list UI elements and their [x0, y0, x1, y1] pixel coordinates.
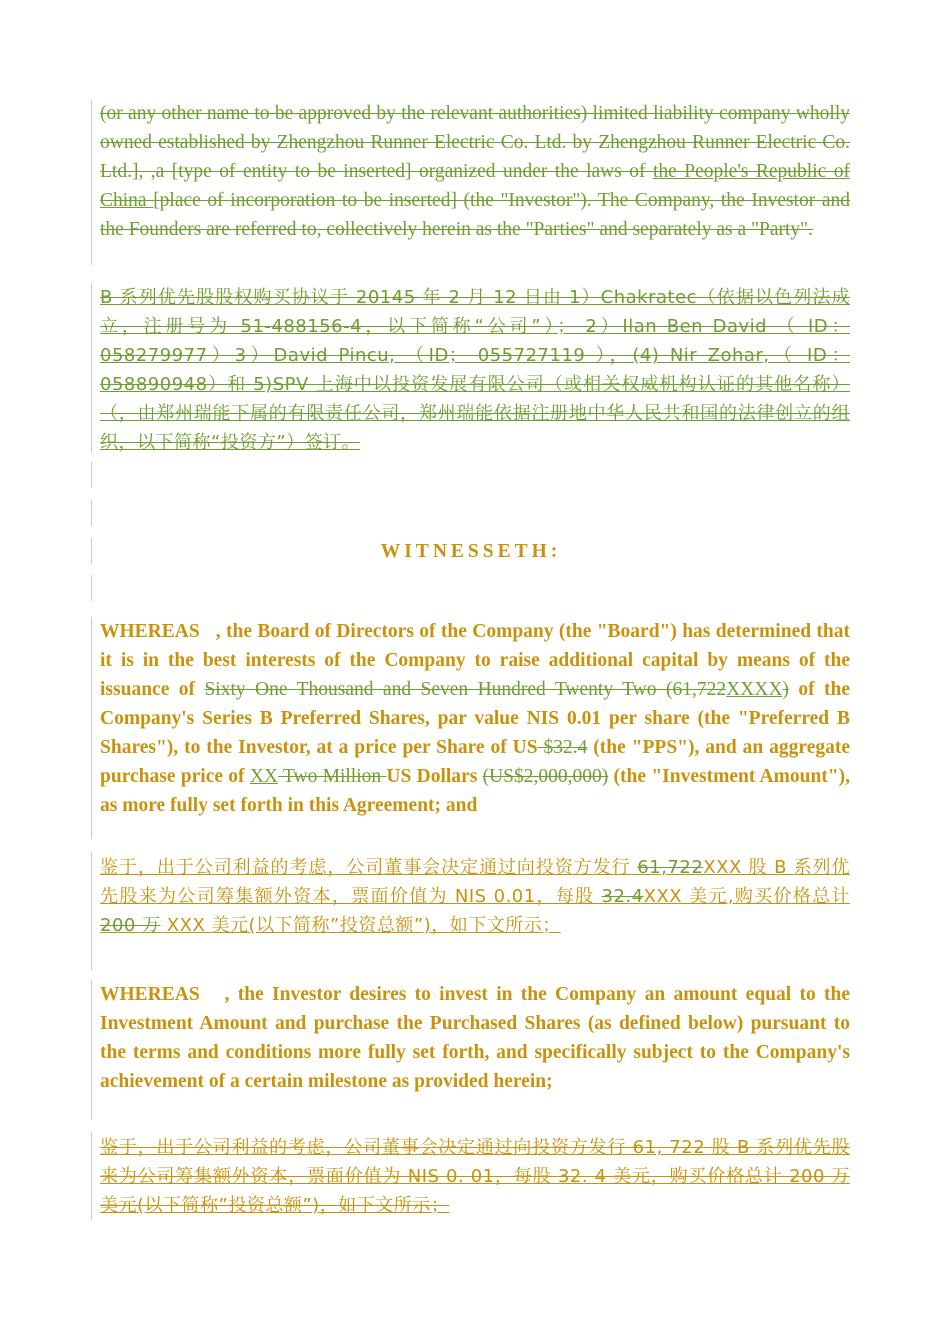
witnesseth-heading: WITNESSETH: [380, 541, 562, 562]
inserted-cn-amount: XXX [160, 915, 206, 936]
deleted-share-count-words: Sixty One Thousand and Seven Hundred Twenty Two [204, 679, 657, 700]
intro-paragraph-cn [100, 283, 850, 457]
inserted-amount: XX [249, 766, 278, 787]
inserted-cn-count: XXX [703, 857, 742, 878]
whereas-1-cn [100, 853, 850, 940]
whereas-1-cn-d: 美元(以下简称”投资总额”)，如下文所示； [205, 915, 561, 936]
revision-bar [91, 980, 92, 1120]
whereas-2-text: , the Investor desires to invest in the Company an amount equal to the Investment Amount and purchase the Purchased Shares (as defined below) pursuant to the terms and conditions more fully set forth, and specifically subject to the Company's achievement of a certain milestone as provided herein; [100, 984, 851, 1092]
intro-en-country: the People's Republic of China [100, 161, 850, 211]
whereas-1-text-e: (the "Investment Amount"), as more fully set forth in this Agreement; and [100, 766, 850, 816]
whereas-1-text-a: , the Board of Directors of the Company (the "Board") has determined that it is in the best interests of the Company to raise additional capital by means of the issuance of [100, 621, 851, 700]
revision-bar [91, 100, 92, 265]
deleted-price: $32.4 [537, 737, 588, 758]
whereas-1-cn-b: 股 B 系列优先股来为公司筹集额外资本，票面价值为 NIS 0.01，每股 [100, 857, 851, 907]
whereas-lead: WHEREAS [100, 621, 200, 642]
revision-bar [91, 462, 92, 488]
revision-bar [91, 1132, 92, 1220]
deleted-paren: ) [782, 679, 789, 700]
whereas-1-en [100, 617, 850, 820]
deleted-share-count: (61,722 [656, 679, 727, 700]
deleted-amount-words: Two Million [278, 766, 387, 787]
whereas-1-cn-c: 美元,购买价格总计 [682, 886, 850, 907]
revision-bar [91, 575, 92, 601]
intro-cn-text: B 系列优先股股权购买协议于 20145 年 2 月 12 日由 1）Chakratec（依据以色列法成立，注册号为 51-488156-4，以下简称“公司”）； 2）Ilan Ben David （ ID： 058279977）3）David Pincu, （ID； 055727119 ），(4) Nir Zohar,（ ID： 058890948）和 5)SPV 上海中以投资发展有限公司（或相关权威机构认证的其他名称） （，由郑州瑞能下属的有限责任公司，郑州瑞能依据注册地中华人民共和国的法律创立的组织，以下简称“投资方”）签订。 [100, 287, 850, 453]
revision-bar [91, 538, 92, 564]
whereas-1-cn-a: 鉴于，出于公司利益的考虑，公司董事会决定通过向投资方发行 [100, 857, 638, 878]
revision-bar [91, 852, 92, 970]
whereas-1-text-c: (the "PPS"), and an aggregate purchase price of [100, 737, 850, 787]
revision-bar [91, 500, 92, 526]
intro-en-part2: [place of incorporation to be inserted] (the "Investor"). The Company, the Investor and the Founders are referred to, collectively herein as the "Parties" and separately as a "Party". [100, 190, 850, 240]
deleted-amount: (US$2,000,000) [482, 766, 609, 787]
whereas-2-cn-text: 鉴于，出于公司利益的考虑，公司董事会决定通过向投资方发行 61, 722 股 B 系列优先股来为公司筹集额外资本，票面价值为 NIS 0. 01，每股 32. 4 美元，购买价格总计 200 万美元(以下简称”投资总额”)，如下文所示； [100, 1137, 850, 1216]
intro-en-part1: (or any other name to be approved by the relevant authorities) limited liability company wholly owned established by Zhengzhou Runner Electric Co. Ltd. by Zhengzhou Runner Electric Co. Ltd.], ,a [type of entity to be inserted] organized under the laws of [100, 103, 850, 182]
inserted-cn-price: XXX [643, 886, 683, 907]
revision-bar [91, 283, 92, 453]
inserted-share-count: XXXX [726, 679, 783, 700]
whereas-lead: WHEREAS [100, 984, 200, 1005]
intro-paragraph-en [100, 99, 850, 244]
deleted-cn-count: 61,722 [637, 857, 704, 878]
deleted-cn-amount: 200 万 [100, 915, 161, 936]
deleted-cn-price: 32.4 [601, 886, 644, 907]
revision-bar [91, 617, 92, 839]
whereas-1-text-d: US Dollars [386, 766, 483, 787]
whereas-1-text-b: of the Company's Series B Preferred Shares, par value NIS 0.01 per share (the "Preferred B Shares"), to the Investor, at a price per Share of US [100, 679, 850, 758]
whereas-2-cn [100, 1133, 850, 1220]
whereas-2-en [100, 980, 850, 1096]
